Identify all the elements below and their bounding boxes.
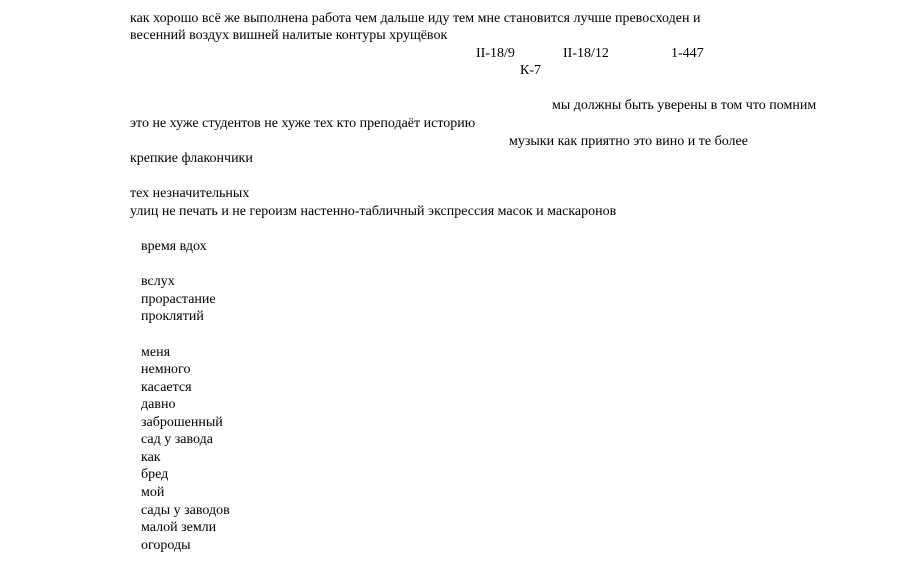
intro-line-2: весенний воздух вишней налитые контуры хрущёвок [130, 28, 448, 43]
column-line: касается [141, 380, 192, 395]
column-line: сады у заводов [141, 503, 230, 518]
intro-line-1: как хорошо всё же выполнена работа чем дальше иду тем мне становится лучше превосходен и [130, 11, 701, 26]
column-line: прорастание [141, 292, 216, 307]
column-line: заброшенный [141, 415, 223, 430]
column-line: мой [141, 485, 165, 500]
middle-line-4: крепкие флакончики [130, 151, 253, 166]
column-line: как [141, 450, 161, 465]
column-line: вслух [141, 274, 175, 289]
middle-line-1: мы должны быть уверены в том что помним [552, 98, 817, 113]
middle-line-5: тех незначительных [130, 186, 250, 201]
column-line: огороды [141, 538, 191, 553]
middle-line-3: музыки как приятно это вино и те более [509, 134, 748, 149]
code-1-447: 1-447 [671, 46, 704, 61]
column-line: немного [141, 362, 191, 377]
code-k-7: К-7 [520, 63, 541, 78]
code-ii-18-9: II-18/9 [476, 46, 515, 61]
code-ii-18-12: II-18/12 [563, 46, 609, 61]
column-line: давно [141, 397, 176, 412]
middle-line-6: улиц не печать и не героизм настенно-табличный экспрессия масок и маскаронов [130, 204, 617, 219]
column-line: проклятий [141, 309, 204, 324]
column-line: меня [141, 345, 171, 360]
column-line: бред [141, 467, 169, 482]
column-line: малой земли [141, 520, 217, 535]
column-line: сад у завода [141, 432, 213, 447]
middle-line-2: это не хуже студентов не хуже тех кто преподаёт историю [130, 116, 476, 131]
column-line: время вдох [141, 239, 207, 254]
